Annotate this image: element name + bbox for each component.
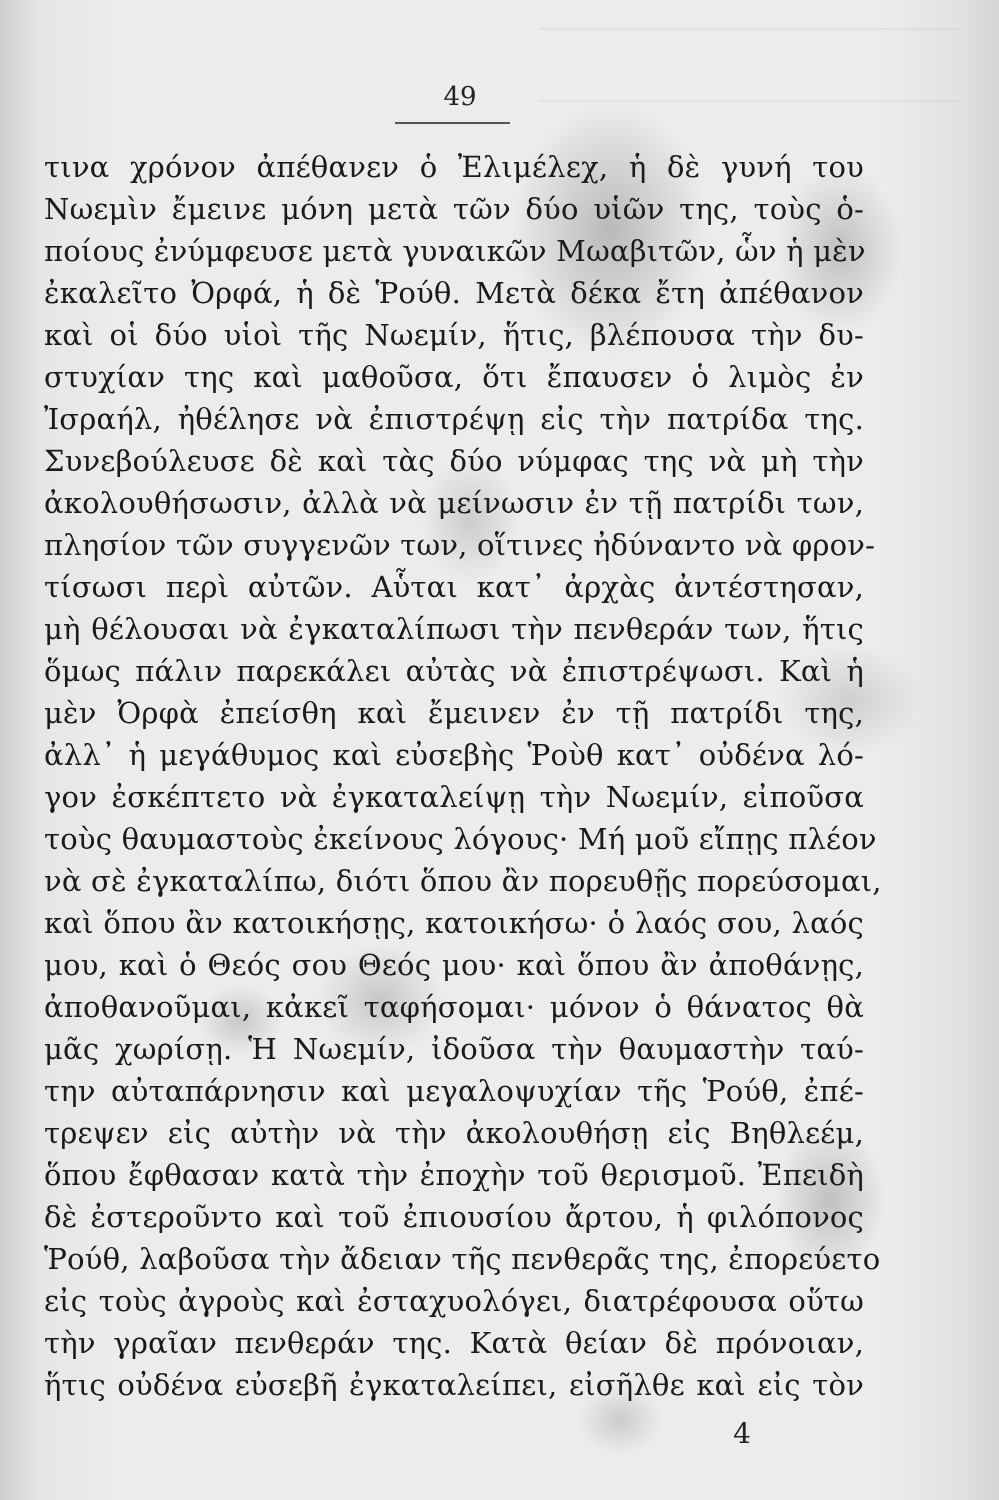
text-line: μᾶς χωρίσῃ. Ἡ Νωεμίν, ἰδοῦσα τὴν θαυμαστὴν ταύ-: [44, 1032, 864, 1066]
text-line: ὅπου ἔφθασαν κατὰ τὴν ἐποχὴν τοῦ θερισμοῦ. Ἐπειδὴ: [44, 1158, 864, 1192]
text-line: καὶ οἱ δύο υἱοὶ τῆς Νωεμίν, ἥτις, βλέπουσα τὴν δυ-: [44, 318, 864, 352]
text-line: μου, καὶ ὁ Θεός σου Θεός μου· καὶ ὅπου ἂν ἀποθάνῃς,: [44, 948, 864, 982]
text-line: ἀκολουθήσωσιν, ἀλλὰ νὰ μείνωσιν ἐν τῇ πατρίδι των,: [44, 486, 864, 520]
text-line: ἀποθανοῦμαι, κἀκεῖ ταφήσομαι· μόνον ὁ θάνατος θὰ: [44, 990, 864, 1024]
text-line: τίσωσι περὶ αὐτῶν. Αὗται κατ᾽ ἀρχὰς ἀντέστησαν,: [44, 570, 864, 604]
signature-mark: 4: [733, 1417, 751, 1450]
text-line: μὴ θέλουσαι νὰ ἐγκαταλίπωσι τὴν πενθεράν των, ἥτις: [44, 612, 864, 646]
text-line: τὴν γραῖαν πενθεράν της. Κατὰ θείαν δὲ πρόνοιαν,: [44, 1326, 864, 1360]
page-number: 49: [443, 82, 477, 112]
text-line: εἰς τοὺς ἀγροὺς καὶ ἐσταχυολόγει, διατρέφουσα οὕτω: [44, 1284, 864, 1318]
text-line: στυχίαν της καὶ μαθοῦσα, ὅτι ἔπαυσεν ὁ λιμὸς ἐν: [44, 360, 864, 394]
text-line: μὲν Ὀρφὰ ἐπείσθη καὶ ἔμεινεν ἐν τῇ πατρίδι της,: [44, 696, 864, 730]
page-number-rule: [395, 122, 510, 124]
text-line: ἐκαλεῖτο Ὀρφά, ἡ δὲ Ῥούθ. Μετὰ δέκα ἔτη ἀπέθανον: [44, 276, 864, 310]
text-line: καὶ ὅπου ἂν κατοικήσῃς, κατοικήσω· ὁ λαός σου, λαός: [44, 906, 864, 940]
text-line: πλησίον τῶν συγγενῶν των, οἵτινες ἠδύναντο νὰ φρον-: [44, 528, 876, 562]
text-line: δὲ ἐστεροῦντο καὶ τοῦ ἐπιουσίου ἄρτου, ἡ φιλόπονος: [44, 1200, 864, 1234]
text-line: Ῥούθ, λαβοῦσα τὴν ἄδειαν τῆς πενθερᾶς της, ἐπορεύετο: [44, 1242, 881, 1276]
text-line: τοὺς θαυμαστοὺς ἐκείνους λόγους· Μή μοῦ εἴπῃς πλέον: [44, 822, 877, 856]
body-text: [44, 146, 882, 1406]
text-line: ἥτις οὐδένα εὐσεβῆ ἐγκαταλείπει, εἰσῆλθε καὶ εἰς τὸν: [44, 1368, 864, 1402]
text-line: τινα χρόνον ἀπέθανεν ὁ Ἐλιμέλεχ, ἡ δὲ γυνή του: [44, 150, 864, 184]
text-line: τρεψεν εἰς αὐτὴν νὰ τὴν ἀκολουθήσῃ εἰς Βηθλεέμ,: [44, 1116, 864, 1150]
text-line: γον ἐσκέπτετο νὰ ἐγκαταλείψῃ τὴν Νωεμίν, εἰποῦσα: [44, 780, 864, 814]
text-line: ἀλλ᾽ ἡ μεγάθυμος καὶ εὐσεβὴς Ῥοὺθ κατ᾽ οὐδένα λό-: [44, 738, 864, 772]
text-line: Ἰσραήλ, ἠθέλησε νὰ ἐπιστρέψῃ εἰς τὴν πατρίδα της.: [44, 402, 864, 436]
text-line: Συνεβούλευσε δὲ καὶ τὰς δύο νύμφας της νὰ μὴ τὴν: [44, 444, 864, 478]
text-line: νὰ σὲ ἐγκαταλίπω, διότι ὅπου ἂν πορευθῇς πορεύσομαι,: [44, 864, 882, 898]
text-line: ποίους ἐνύμφευσε μετὰ γυναικῶν Μωαβιτῶν, ὧν ἡ μὲν: [44, 234, 866, 268]
text-line: την αὐταπάρνησιν καὶ μεγαλοψυχίαν τῆς Ῥούθ, ἐπέ-: [44, 1074, 864, 1108]
text-line: Νωεμὶν ἔμεινε μόνη μετὰ τῶν δύο υἱῶν της, τοὺς ὁ-: [44, 192, 864, 226]
show-through-text: [540, 28, 960, 102]
text-line: ὅμως πάλιν παρεκάλει αὐτὰς νὰ ἐπιστρέψωσι. Καὶ ἡ: [44, 654, 864, 688]
